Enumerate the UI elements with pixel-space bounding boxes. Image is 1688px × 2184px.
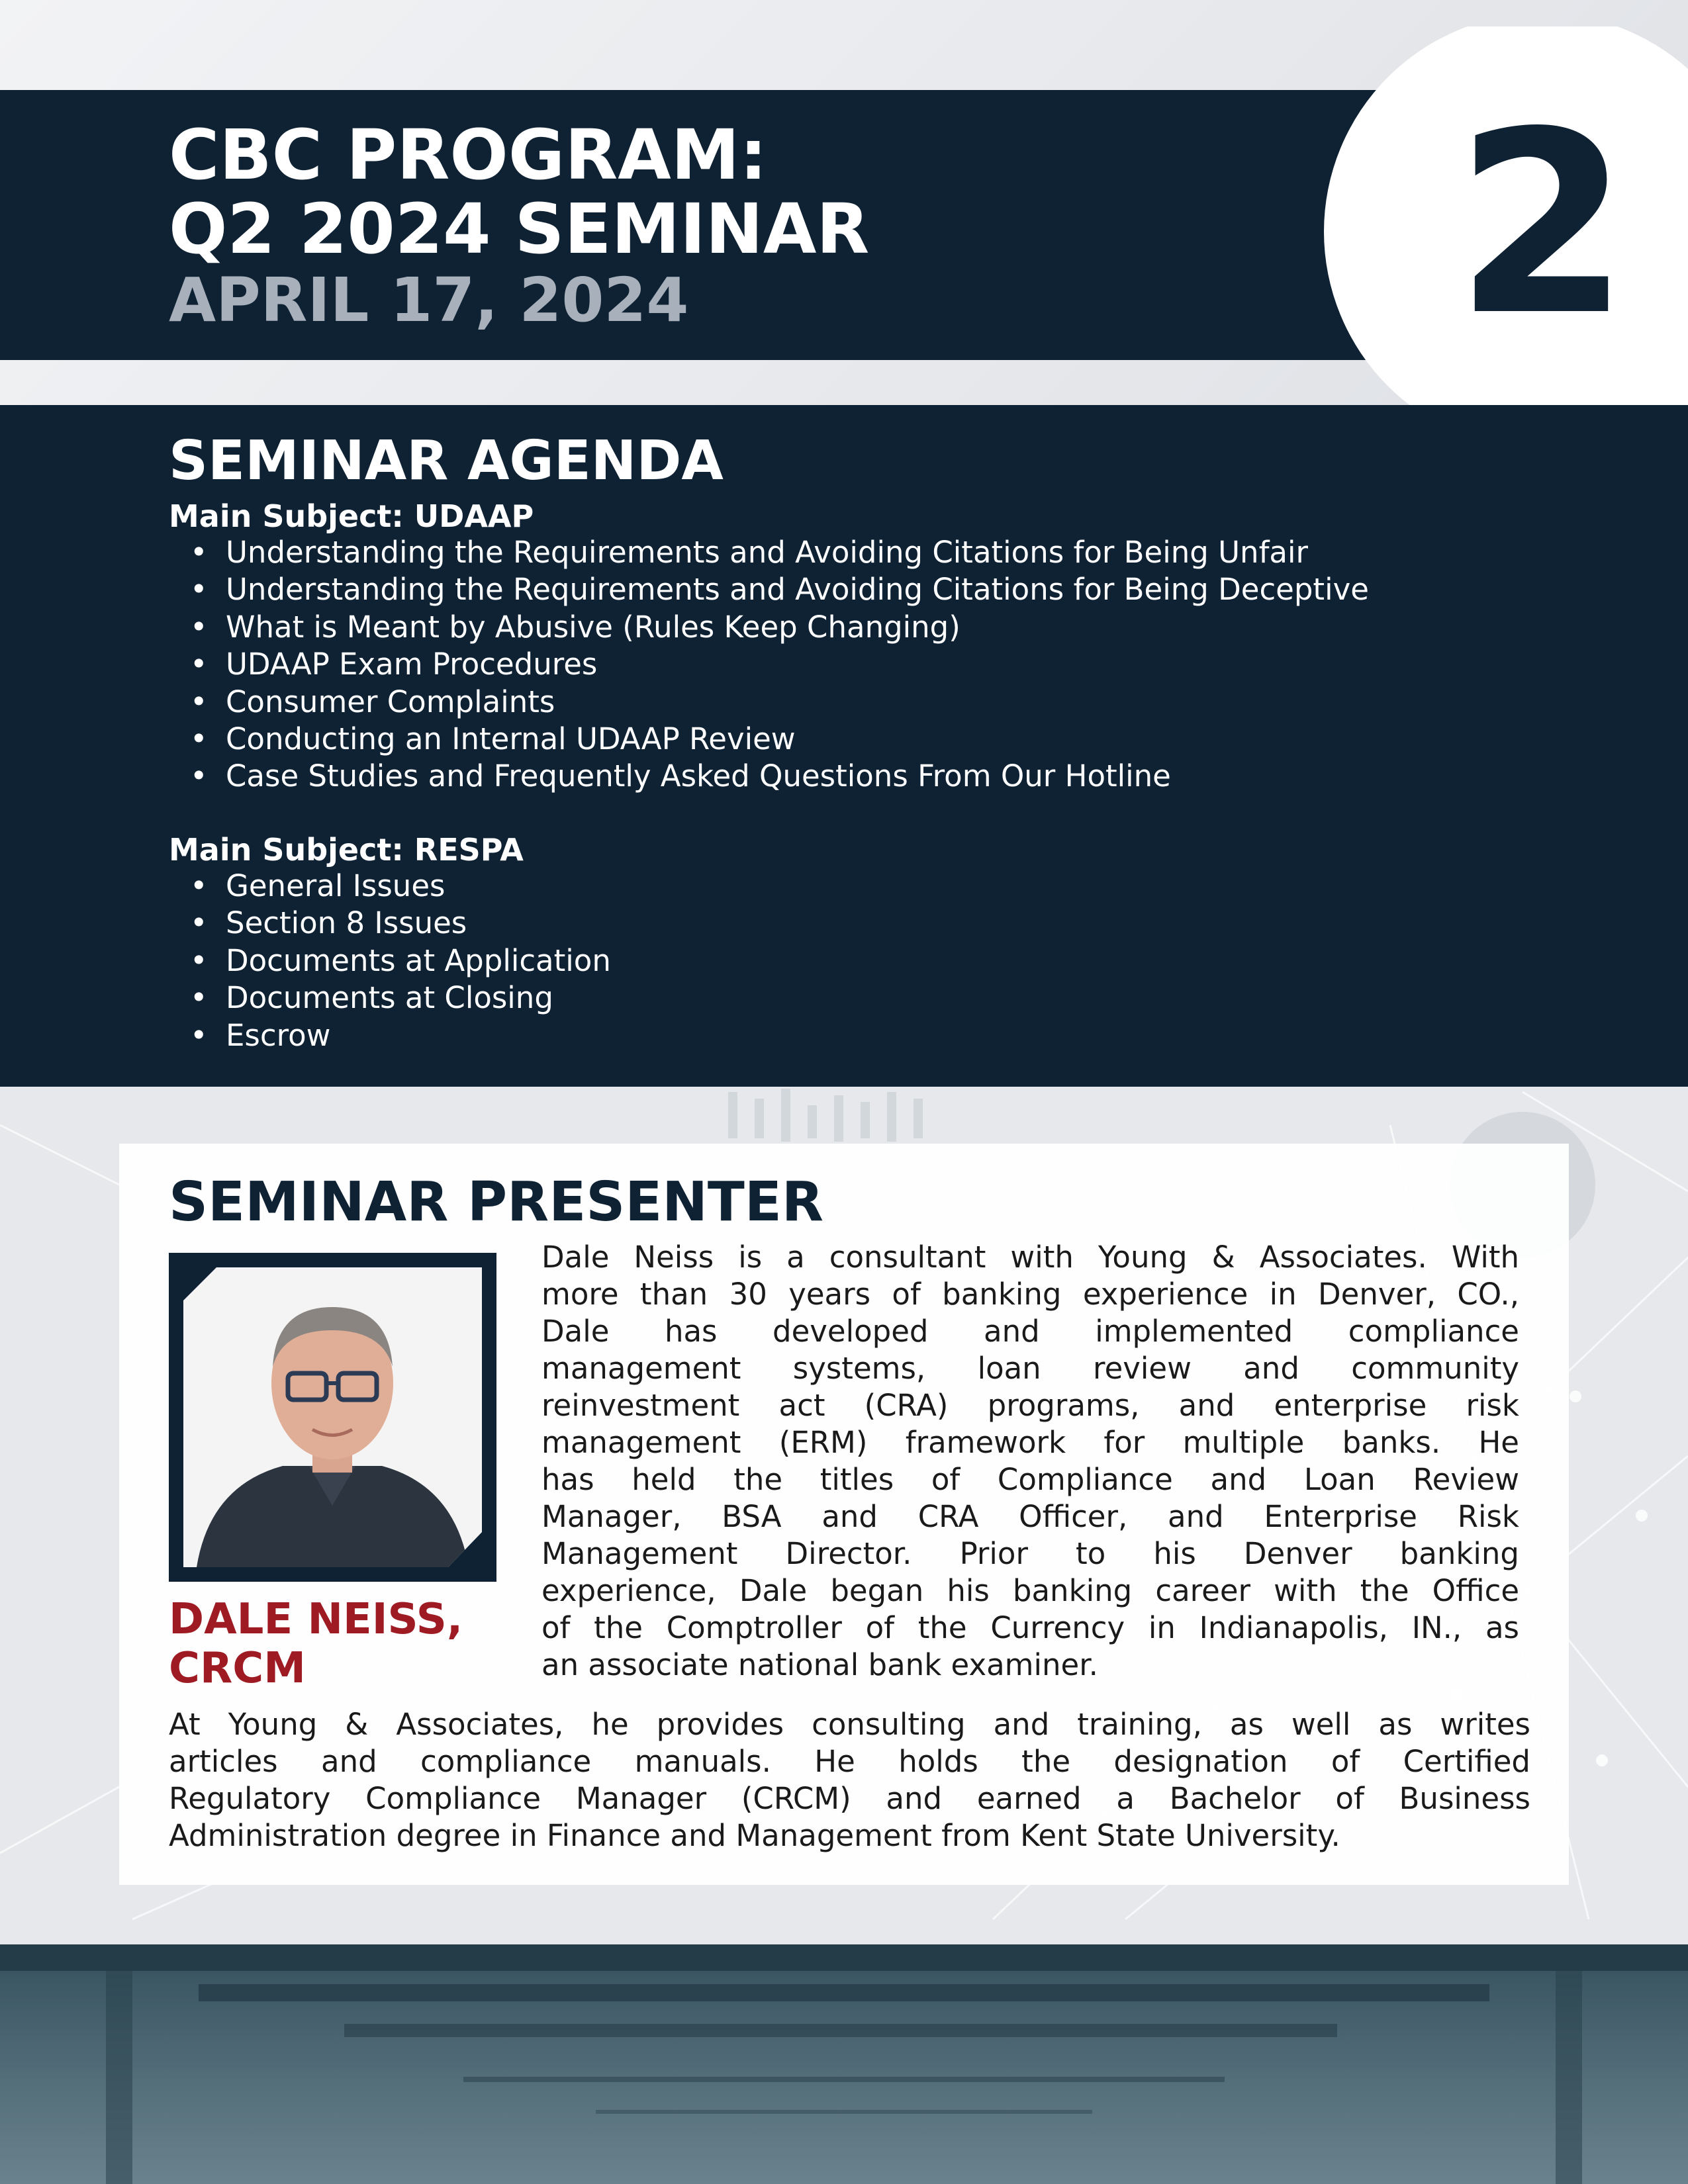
bio-line: Management Director. Prior to his Denver banking (541, 1536, 1519, 1571)
bullet-icon: • (190, 609, 208, 645)
agenda-item-text: Case Studies and Frequently Asked Questions From Our Hotline (226, 758, 1171, 794)
list-item (169, 721, 1369, 758)
bullet-icon: • (190, 721, 208, 757)
bio-paragraph-2-line: At Young & Associates, he provides consulting and training, as well as writes (169, 1707, 1530, 1742)
list-item (169, 905, 611, 942)
agenda-list-respa (169, 868, 611, 1054)
list-item (169, 868, 611, 905)
bullet-icon: • (190, 1017, 208, 1053)
agenda-item-text: Understanding the Requirements and Avoiding Citations for Being Deceptive (226, 572, 1369, 608)
bullet-icon: • (190, 647, 208, 682)
agenda-item-text: Understanding the Requirements and Avoiding Citations for Being Unfair (226, 535, 1308, 570)
list-item (169, 942, 611, 979)
agenda-item-text: Escrow (226, 1017, 331, 1053)
bio-line: more than 30 years of banking experience in Denver, CO., (541, 1277, 1519, 1312)
agenda-item-text: Section 8 Issues (226, 905, 467, 941)
agenda-heading: SEMINAR AGENDA (169, 430, 724, 492)
bio-line: management (ERM) framework for multiple banks. He (541, 1425, 1519, 1460)
bullet-icon: • (190, 684, 208, 719)
presenter-photo (183, 1267, 482, 1567)
agenda-item-text: Consumer Complaints (226, 684, 555, 719)
bio-line: reinvestment act (CRA) programs, and enterprise risk (541, 1388, 1519, 1423)
bio-line: has held the titles of Compliance and Loan Review (541, 1462, 1519, 1497)
bio-paragraph-2-line: Regulatory Compliance Manager (CRCM) and earned a Bachelor of Business (169, 1781, 1530, 1816)
list-item (169, 534, 1369, 571)
agenda-subject-respa: Main Subject: RESPA (169, 832, 524, 868)
bio-line: Dale has developed and implemented compliance (541, 1314, 1519, 1349)
bio-paragraph-2-line: Administration degree in Finance and Management from Kent State University. (169, 1818, 1340, 1853)
presenter-photo-frame (169, 1253, 496, 1582)
bio-line: management systems, loan review and community (541, 1351, 1519, 1386)
list-item (169, 609, 1369, 646)
presenter-heading: SEMINAR PRESENTER (169, 1171, 824, 1234)
presenter-name (169, 1595, 463, 1693)
bullet-icon: • (190, 758, 208, 794)
list-item (169, 979, 611, 1017)
agenda-list-udaap (169, 534, 1369, 796)
title-line-1: CBC PROGRAM: (169, 114, 767, 195)
presenter-name-line2: CRCM (169, 1644, 306, 1693)
agenda-item-text: What is Meant by Abusive (Rules Keep Changing) (226, 609, 961, 645)
list-item (169, 684, 1369, 721)
agenda-subject-udaap: Main Subject: UDAAP (169, 498, 534, 534)
list-item (169, 1017, 611, 1054)
bio-line: an associate national bank examiner. (541, 1647, 1098, 1682)
bullet-icon: • (190, 535, 208, 570)
agenda-item-text: Documents at Closing (226, 980, 553, 1016)
bottom-office-photo (0, 1944, 1688, 2184)
list-item (169, 758, 1369, 795)
bio-line: Manager, BSA and CRA Officer, and Enterprise Risk (541, 1499, 1519, 1534)
bullet-icon: • (190, 572, 208, 608)
bio-line: of the Comptroller of the Currency in Indianapolis, IN., as (541, 1610, 1519, 1645)
bio-paragraph-2-line: articles and compliance manuals. He holds the designation of Certified (169, 1744, 1530, 1779)
agenda-item-text: Conducting an Internal UDAAP Review (226, 721, 796, 757)
seminar-date: APRIL 17, 2024 (169, 265, 689, 336)
presenter-name-line1: DALE NEISS, (169, 1595, 463, 1644)
bullet-icon: • (190, 942, 208, 978)
bullet-icon: • (190, 980, 208, 1016)
list-item (169, 571, 1369, 608)
bullet-icon: • (190, 905, 208, 941)
agenda-item-text: UDAAP Exam Procedures (226, 647, 598, 682)
list-item (169, 646, 1369, 683)
q-logo-digit: 2 (1454, 77, 1630, 371)
title-line-2: Q2 2024 SEMINAR (169, 189, 870, 269)
bullet-icon: • (190, 868, 208, 903)
bio-line: experience, Dale began his banking career with the Office (541, 1573, 1519, 1608)
bio-line: Dale Neiss is a consultant with Young & Associates. With (541, 1240, 1519, 1275)
agenda-item-text: Documents at Application (226, 942, 611, 978)
agenda-item-text: General Issues (226, 868, 445, 903)
